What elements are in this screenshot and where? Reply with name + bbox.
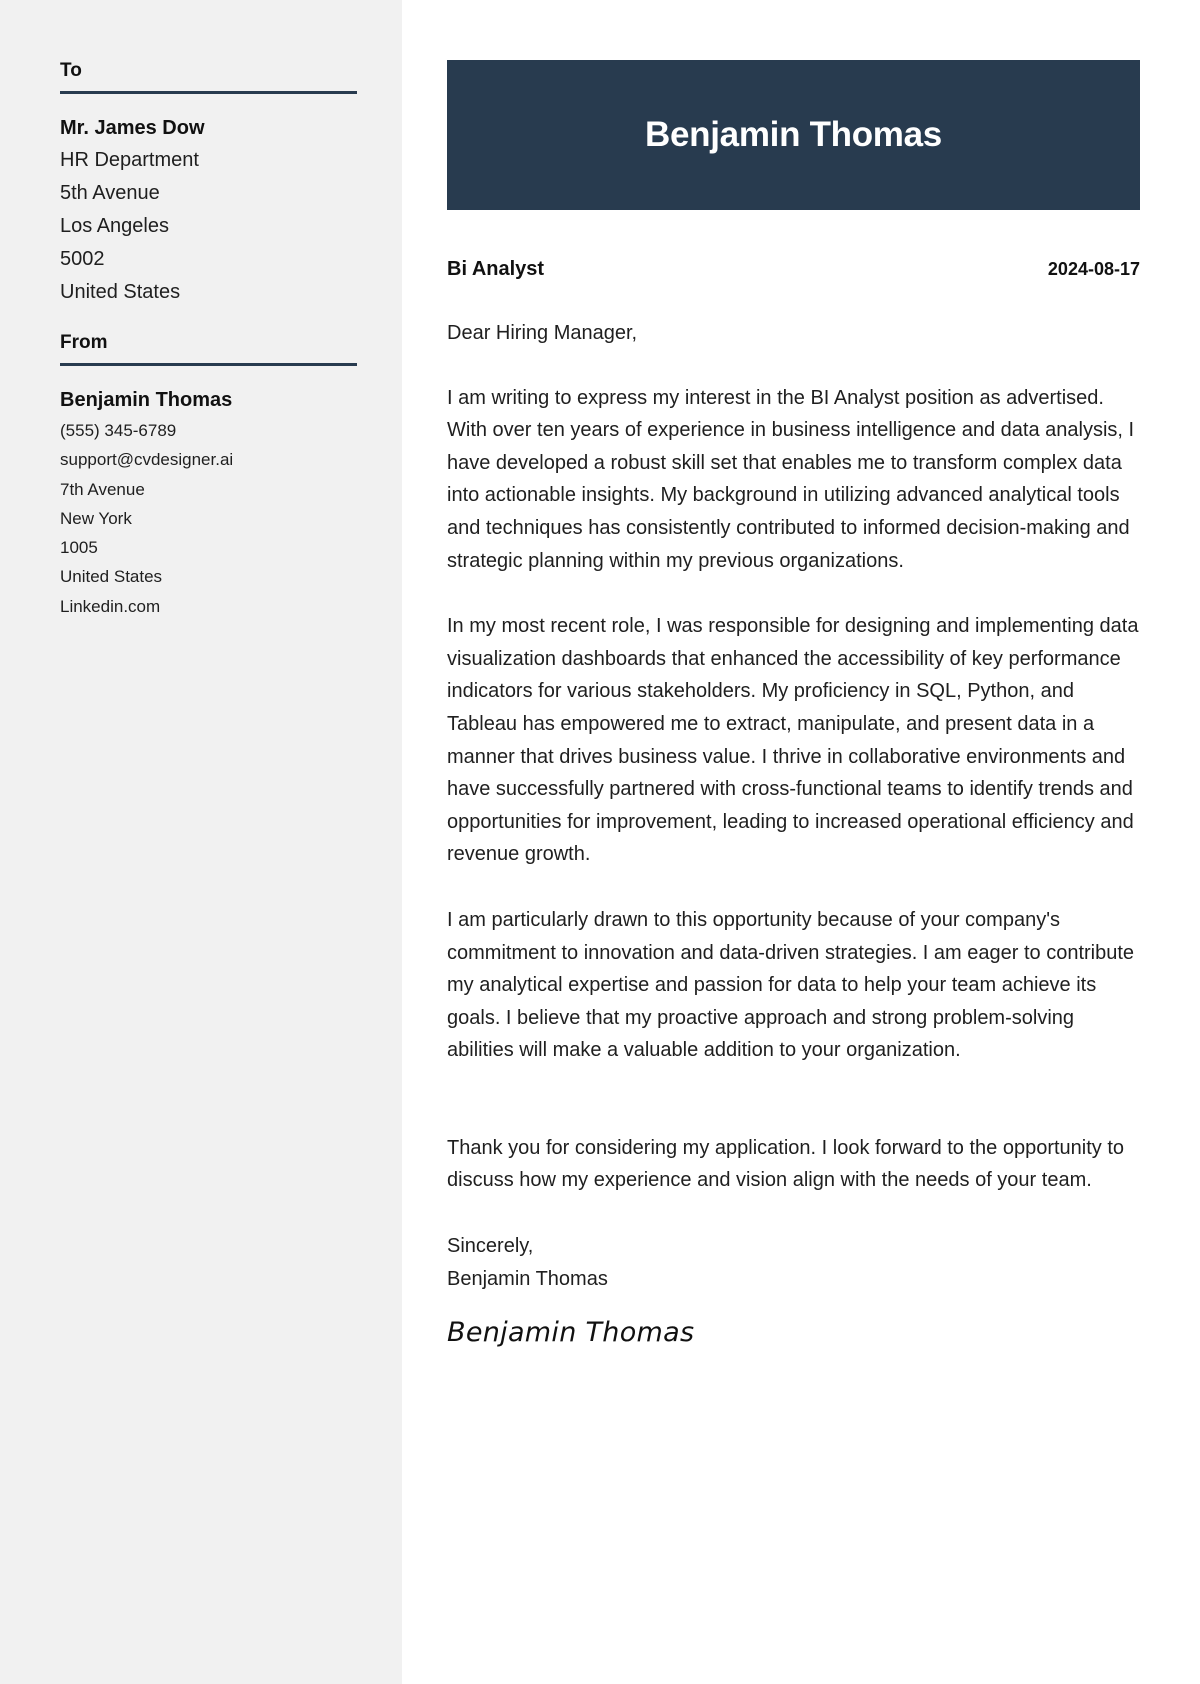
closing-word: Sincerely, bbox=[447, 1235, 534, 1258]
paragraph-3: I am particularly drawn to this opportunity because of your company's commitment to innovation and data-driven strategies. I am eager to contribute my analytical expertise and passion for data to help your team achieve its goals. I believe that my proactive approach and strong problem-solving abilities will make a valuable addition to your organization. bbox=[447, 908, 1135, 1062]
salutation: Dear Hiring Manager, bbox=[447, 322, 638, 344]
recipient-postal-code: 5002 bbox=[60, 248, 105, 270]
letter-body bbox=[447, 317, 1140, 1197]
recipient-city: Los Angeles bbox=[60, 215, 169, 237]
paragraph-4: Thank you for considering my application. I look forward to the opportunity to discuss how my experience and vision align with the needs of your team. bbox=[447, 1136, 1125, 1192]
closing-block bbox=[447, 1230, 1140, 1295]
sender-linkedin: Linkedin.com bbox=[60, 596, 161, 616]
from-heading: From bbox=[60, 332, 357, 366]
paragraph-2: In my most recent role, I was responsible for designing and implementing data visualization dashboards that enhanced the accessibility of key performance indicators for various stakeholders. My proficiency in SQL, Python, and Tableau has empowered me to extract, manipulate, and present data in a manner that drives business value. I thrive in collaborative environments and have successfully partnered with cross-functional teams to identify trends and opportunities for improvement, leading to increased operational efficiency and revenue growth. bbox=[447, 615, 1139, 866]
sender-postal-code: 1005 bbox=[60, 538, 98, 558]
name-banner bbox=[447, 60, 1140, 210]
sender-phone: (555) 345-6789 bbox=[60, 421, 177, 440]
sidebar bbox=[0, 0, 402, 1684]
letter-main bbox=[447, 60, 1140, 1348]
sender-country: United States bbox=[60, 567, 163, 587]
to-heading: To bbox=[60, 60, 357, 94]
paragraph-1: I am writing to express my interest in the BI Analyst position as advertised. With over ten years of experience in business intelligence and data analysis, I have developed a robust skill set that enables me to transform complex data into actionable insights. My background in utilizing advanced analytical tools and techniques has consistently contributed to informed decision-making and strategic planning within my previous organizations. bbox=[447, 386, 1135, 572]
sender-street: 7th Avenue bbox=[60, 479, 145, 499]
meta-row bbox=[447, 258, 1140, 281]
sender-city: New York bbox=[60, 508, 132, 528]
recipient-contact bbox=[60, 112, 357, 309]
recipient-name: Mr. James Dow bbox=[60, 117, 205, 139]
closing-name: Benjamin Thomas bbox=[447, 1267, 608, 1290]
sender-email: support@cvdesigner.ai bbox=[60, 450, 234, 470]
sender-contact bbox=[60, 384, 357, 621]
letter-date: 2024-08-17 bbox=[1047, 259, 1140, 279]
job-title: Bi Analyst bbox=[447, 258, 545, 280]
recipient-department: HR Department bbox=[60, 149, 199, 171]
recipient-country: United States bbox=[60, 281, 181, 303]
sender-name: Benjamin Thomas bbox=[60, 389, 233, 411]
recipient-street: 5th Avenue bbox=[60, 182, 160, 204]
signature: Benjamin Thomas bbox=[447, 1317, 695, 1349]
applicant-name: Benjamin Thomas bbox=[645, 115, 942, 154]
